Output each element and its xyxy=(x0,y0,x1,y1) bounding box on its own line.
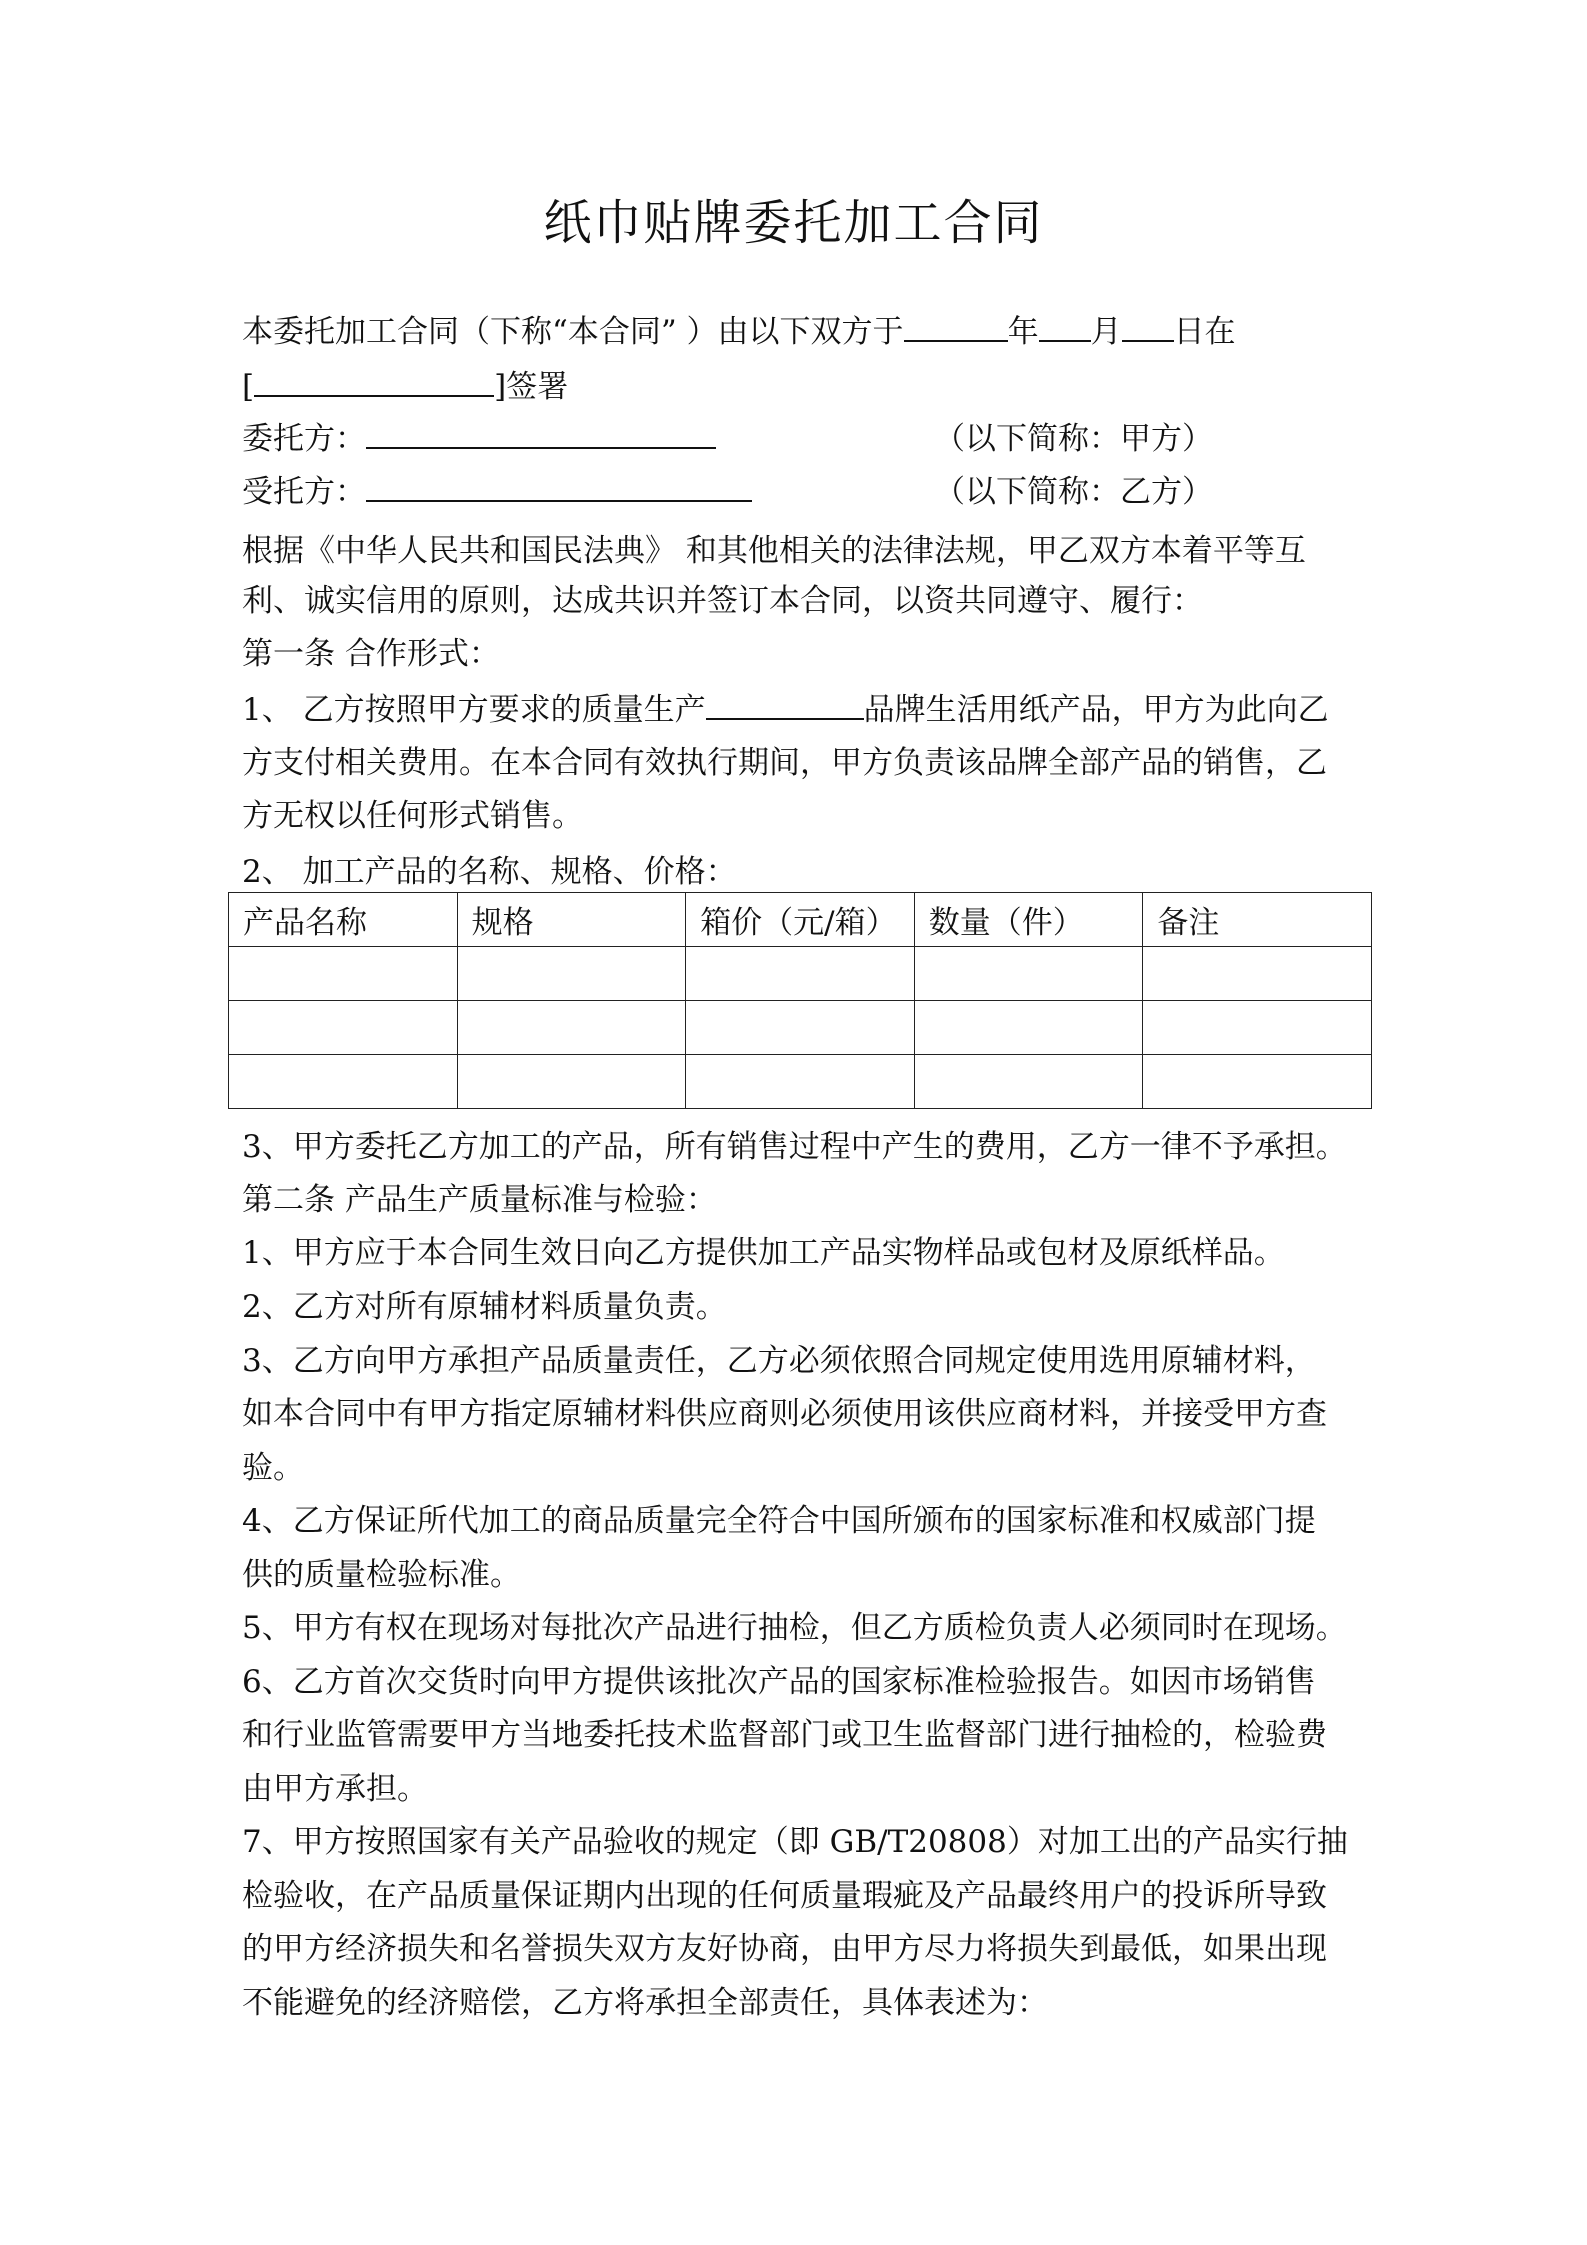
table-cell xyxy=(457,1001,686,1055)
bracket-open: [ xyxy=(242,369,255,405)
article-2-line: 7、甲方按照国家有关产品验收的规定（即 GB/T20808）对加工出的产品实行抽 xyxy=(242,1824,1348,1860)
article-2-line: 供的质量检验标准。 xyxy=(242,1557,521,1593)
client-name-blank xyxy=(366,417,716,449)
header-product-name: 产品名称 xyxy=(229,893,458,947)
table-header-row xyxy=(229,893,1372,947)
table-cell xyxy=(914,1055,1143,1109)
table-cell xyxy=(1143,1001,1372,1055)
article-1-item-3: 3、甲方委托乙方加工的产品，所有销售过程中产生的费用，乙方一律不予承担。 xyxy=(242,1129,1347,1165)
article-2-line: 验。 xyxy=(242,1450,304,1486)
client-alias: （以下简称：甲方） xyxy=(934,421,1213,457)
contractor-line xyxy=(242,467,1362,517)
day-label: 日在 xyxy=(1173,314,1236,350)
article-2-line: 4、乙方保证所代加工的商品质量完全符合中国所颁布的国家标准和权威部门提 xyxy=(242,1503,1316,1539)
document-title: 纸巾贴牌委托加工合同 xyxy=(543,195,1044,251)
basis-line-1: 根据《中华人民共和国民法典》 和其他相关的法律法规，甲乙双方本着平等互 xyxy=(242,533,1306,569)
table-row xyxy=(229,1001,1372,1055)
year-label: 年 xyxy=(1007,314,1039,350)
table-cell xyxy=(1143,1055,1372,1109)
table-cell xyxy=(1143,947,1372,1001)
article-2-line: 5、甲方有权在现场对每批次产品进行抽检，但乙方质检负责人必须同时在现场。 xyxy=(242,1610,1347,1646)
contractor-alias: （以下简称：乙方） xyxy=(934,474,1213,510)
month-label: 月 xyxy=(1090,314,1122,350)
table-cell xyxy=(457,1055,686,1109)
article-1-item-2: 2、 加工产品的名称、规格、价格： xyxy=(242,854,737,890)
client-line xyxy=(242,414,1362,464)
header-box-price: 箱价（元/箱） xyxy=(686,893,915,947)
table-cell xyxy=(686,947,915,1001)
table-row xyxy=(229,1055,1372,1109)
item-1-text-b: 品牌生活用纸产品，甲方为此向乙 xyxy=(863,692,1329,728)
brand-name-blank xyxy=(706,688,864,720)
table-cell xyxy=(229,1001,458,1055)
date-day-blank xyxy=(1122,310,1174,342)
article-2-line: 检验收，在产品质量保证期内出现的任何质量瑕疵及产品最终用户的投诉所导致 xyxy=(242,1878,1327,1914)
table-cell xyxy=(686,1001,915,1055)
article-1-item-1-line-2: 方支付相关费用。在本合同有效执行期间，甲方负责该品牌全部产品的销售，乙 xyxy=(242,745,1327,781)
header-quantity: 数量（件） xyxy=(914,893,1143,947)
table-cell xyxy=(914,947,1143,1001)
date-year-blank xyxy=(904,310,1008,342)
article-1-item-1 xyxy=(242,685,1362,735)
article-2-heading: 第二条 产品生产质量标准与检验： xyxy=(242,1182,717,1218)
item-1-text-a: 1、 乙方按照甲方要求的质量生产 xyxy=(242,692,706,728)
table-row xyxy=(229,947,1372,1001)
article-2-line: 由甲方承担。 xyxy=(242,1771,428,1807)
intro-text: 本委托加工合同（下称“本合同” ）由以下双方于 xyxy=(242,314,904,350)
article-2-line: 如本合同中有甲方指定原辅材料供应商则必须使用该供应商材料，并接受甲方查 xyxy=(242,1396,1327,1432)
product-table xyxy=(228,892,1372,1109)
table-cell xyxy=(229,1055,458,1109)
date-month-blank xyxy=(1039,310,1091,342)
header-remarks: 备注 xyxy=(1143,893,1372,947)
table-cell xyxy=(686,1055,915,1109)
article-2-line: 和行业监管需要甲方当地委托技术监督部门或卫生监督部门进行抽检的，检验费 xyxy=(242,1717,1327,1753)
table-cell xyxy=(914,1001,1143,1055)
table-cell xyxy=(229,947,458,1001)
article-2-line: 不能避免的经济赔偿，乙方将承担全部责任，具体表述为： xyxy=(242,1985,1048,2021)
basis-line-2: 利、诚实信用的原则，达成共识并签订本合同，以资共同遵守、履行： xyxy=(242,583,1203,619)
intro-line xyxy=(242,307,1362,357)
signing-place-blank xyxy=(254,365,494,397)
article-1-item-1-line-3: 方无权以任何形式销售。 xyxy=(242,798,583,834)
article-1-heading: 第一条 合作形式： xyxy=(242,636,500,672)
header-spec: 规格 xyxy=(457,893,686,947)
client-label: 委托方： xyxy=(242,421,366,457)
signing-place-line xyxy=(242,362,1362,412)
contractor-label: 受托方： xyxy=(242,474,366,510)
contractor-name-blank xyxy=(366,470,752,502)
article-2-line: 6、乙方首次交货时向甲方提供该批次产品的国家标准检验报告。如因市场销售 xyxy=(242,1664,1316,1700)
article-2-line: 1、甲方应于本合同生效日向乙方提供加工产品实物样品或包材及原纸样品。 xyxy=(242,1235,1285,1271)
article-2-line: 3、乙方向甲方承担产品质量责任，乙方必须依照合同规定使用选用原辅材料， xyxy=(242,1343,1316,1379)
article-2-line: 2、乙方对所有原辅材料质量负责。 xyxy=(242,1289,727,1325)
table-cell xyxy=(457,947,686,1001)
article-2-line: 的甲方经济损失和名誉损失双方友好协商，由甲方尽力将损失到最低，如果出现 xyxy=(242,1931,1327,1967)
signing-label: ]签署 xyxy=(494,369,569,405)
